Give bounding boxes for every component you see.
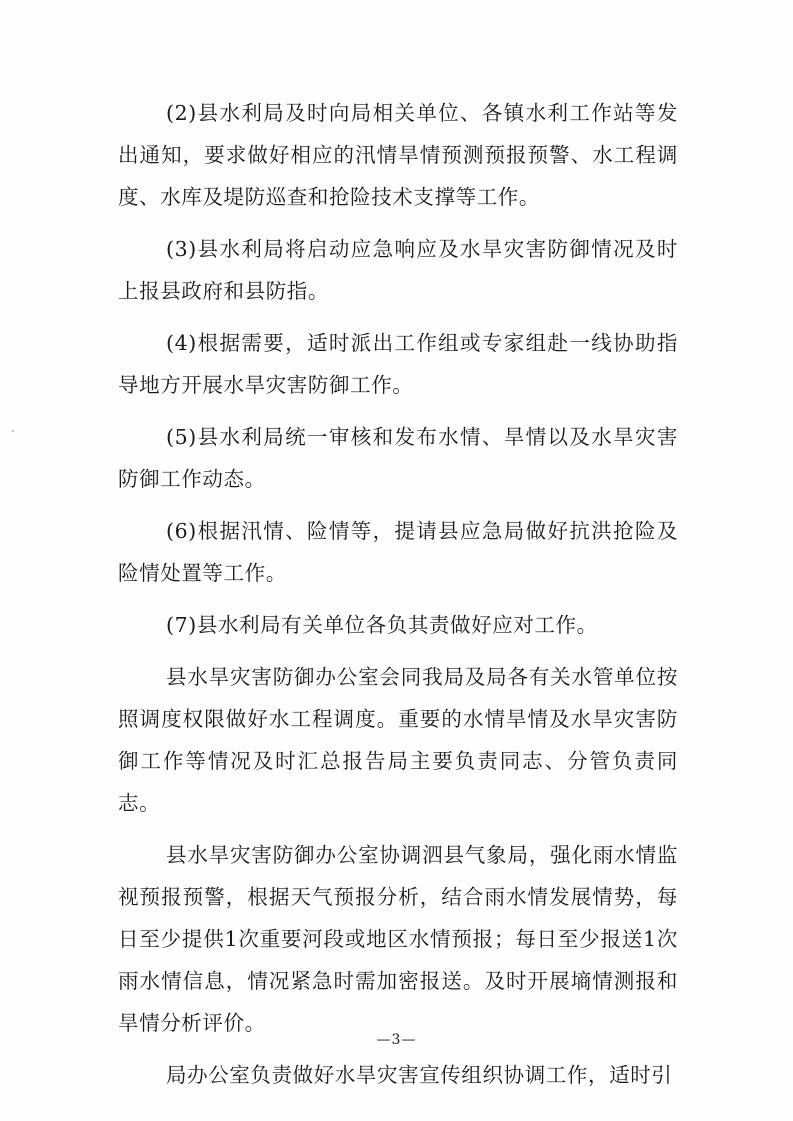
paragraph-item-3: (3)县水利局将启动应急响应及水旱灾害防御情况及时上报县政府和县防指。 [118,237,678,303]
scan-margin-mark [12,430,14,432]
document-body [118,92,678,1106]
paragraph-forecast: 县水旱灾害防御办公室协调泗县气象局，强化雨水情监视预报预警，根据天气预报分析，结合雨水情发展情势，每日至少提供1次重要河段或地区水情预报；每日至少报送1次雨水情信息，情况紧急时需加密报送。及时开展墒情测报和旱情分析评价。 [118,843,678,1035]
paragraph-item-7: (7)县水利局有关单位各负其责做好应对工作。 [166,613,598,637]
paragraph-item-6: (6)根据汛情、险情等，提请县应急局做好抗洪抢险及险情处置等工作。 [118,519,678,585]
paragraph-publicity: 局办公室负责做好水旱灾害宣传组织协调工作，适时引 [166,1063,673,1087]
paragraph-item-5: (5)县水利局统一审核和发布水情、旱情以及水旱灾害防御工作动态。 [118,425,678,491]
paragraph-dispatch: 县水旱灾害防御办公室会同我局及局各有关水管单位按照调度权限做好水工程调度。重要的水情旱情及水旱灾害防御工作等情况及时汇总报告局主要负责同志、分管负责同志。 [118,665,678,815]
page-number: —3— [376,1032,417,1048]
paragraph-item-2: (2)县水利局及时向局相关单位、各镇水利工作站等发出通知，要求做好相应的汛情旱情预测预报预警、水工程调度、水库及堤防巡查和抢险技术支撑等工作。 [118,101,678,209]
paragraph-item-4: (4)根据需要，适时派出工作组或专家组赴一线协助指导地方开展水旱灾害防御工作。 [118,331,678,397]
